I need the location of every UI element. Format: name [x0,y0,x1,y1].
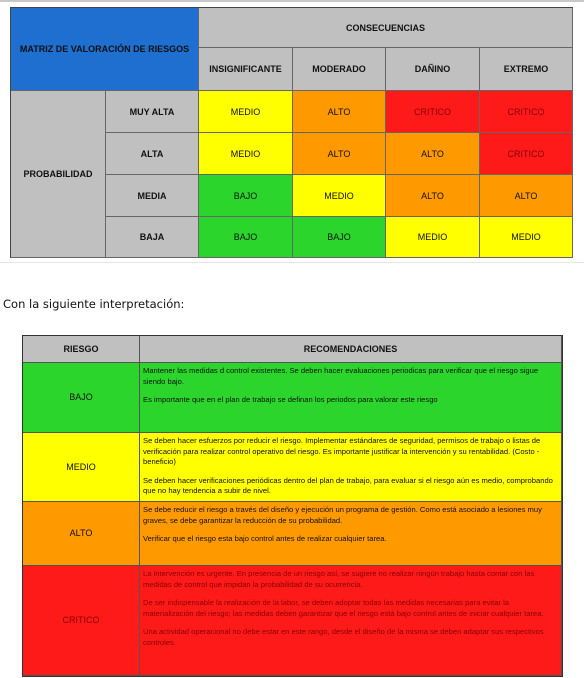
matrix-cell: ALTO [293,91,386,133]
consequence-danino: DAÑINO [386,48,480,91]
recommendation-paragraph: Se debe reducir el riesgo a través del diseño y ejecución un programa de gestión. Como está asociado a lesiones muy graves, se debe garantizar la reducción de su probabilidad. [143,505,542,525]
matrix-cell: MEDIO [293,175,386,217]
matrix-cell: BAJO [293,217,386,258]
probability-baja: BAJA [106,217,199,258]
consequence-extremo: EXTREMO [480,48,573,91]
recommendation-paragraph: La intervención es urgente. En presencia de un riesgo así, se sugiere no realizar ningún trabajo hasta contar con las medidas de control que impidan la probabilidad de su ocurrencia. [143,569,535,589]
header-riesgo: RIESGO [23,336,140,363]
matrix-cell: BAJO [199,217,293,258]
consequence-insignificante: INSIGNIFICANTE [199,48,293,91]
risk-bajo: BAJO [23,363,140,433]
risk-medio: MEDIO [23,433,140,502]
interpretation-table [22,335,563,677]
matrix-cell: ALTO [386,133,480,175]
matrix-cell: MEDIO [199,91,293,133]
header-recomendaciones: RECOMENDACIONES [140,336,562,363]
matrix-cell: CRITICO [480,91,573,133]
matrix-cell: ALTO [293,133,386,175]
matrix-cell: CRITICO [480,133,573,175]
probability-label: PROBABILIDAD [11,91,106,258]
matrix-cell: CRITICO [386,91,480,133]
matrix-title: MATRIZ DE VALORACIÓN DE RIESGOS [11,8,199,91]
top-rule [0,0,584,2]
risk-alto: ALTO [23,502,140,566]
recommendations-medio [140,433,562,502]
consequences-header: CONSECUENCIAS [199,8,573,48]
recommendation-paragraph: De ser indispensable la realización de la labor, se deben adoptar todas las medidas necesarias para evitar la materialización del riesgo; las medidas deben garantizar que el riesgo está bajo control antes de iniciar cualquier tarea. [143,598,544,618]
matrix-cell: MEDIO [480,217,573,258]
recommendation-paragraph: Se deben hacer esfuerzos por reducir el riesgo. Implementar estándares de seguridad, permisos de trabajo o listas de verificación para realizar control operativo del riesgo. Es importante justificar la intervención y su rentabilidad. (Costo - beneficio) [143,436,541,467]
matrix-cell: MEDIO [386,217,480,258]
risk-critico: CRITICO [23,566,140,676]
risk-matrix [10,7,573,258]
probability-alta: ALTA [106,133,199,175]
matrix-cell: MEDIO [199,133,293,175]
recommendation-paragraph: Se deben hacer verificaciones periódicas dentro del plan de trabajo, para evaluar si el riesgo aún es medio, comprobando que no hay tendencia a subir de nivel. [143,475,553,496]
matrix-cell: ALTO [386,175,480,217]
recommendations-bajo [140,363,562,433]
matrix-cell: BAJO [199,175,293,217]
recommendation-paragraph: Verificar que el riesgo esta bajo control antes de realizar cualquier tarea. [143,534,387,544]
intro-text: Con la siguiente interpretación: [3,297,185,311]
section-divider [0,262,584,263]
probability-muy-alta: MUY ALTA [106,91,199,133]
recommendation-paragraph: Mantener las medidas d control existentes. Se deben hacer evaluaciones periodicas para verificar que el riesgo sigue siendo bajo. [143,366,539,386]
recommendation-paragraph: Una actividad operacional no debe estar en este rango, desde el diseño de la misma se deben adaptar sus respectivos controles. [143,627,544,647]
probability-media: MEDIA [106,175,199,217]
matrix-cell: ALTO [480,175,573,217]
recommendation-paragraph: Es importante que en el plan de trabajo se definan los periodos para valorar este riesgo [143,395,438,405]
recommendations-alto [140,502,562,566]
recommendations-critico [140,566,562,676]
consequence-moderado: MODERADO [293,48,386,91]
